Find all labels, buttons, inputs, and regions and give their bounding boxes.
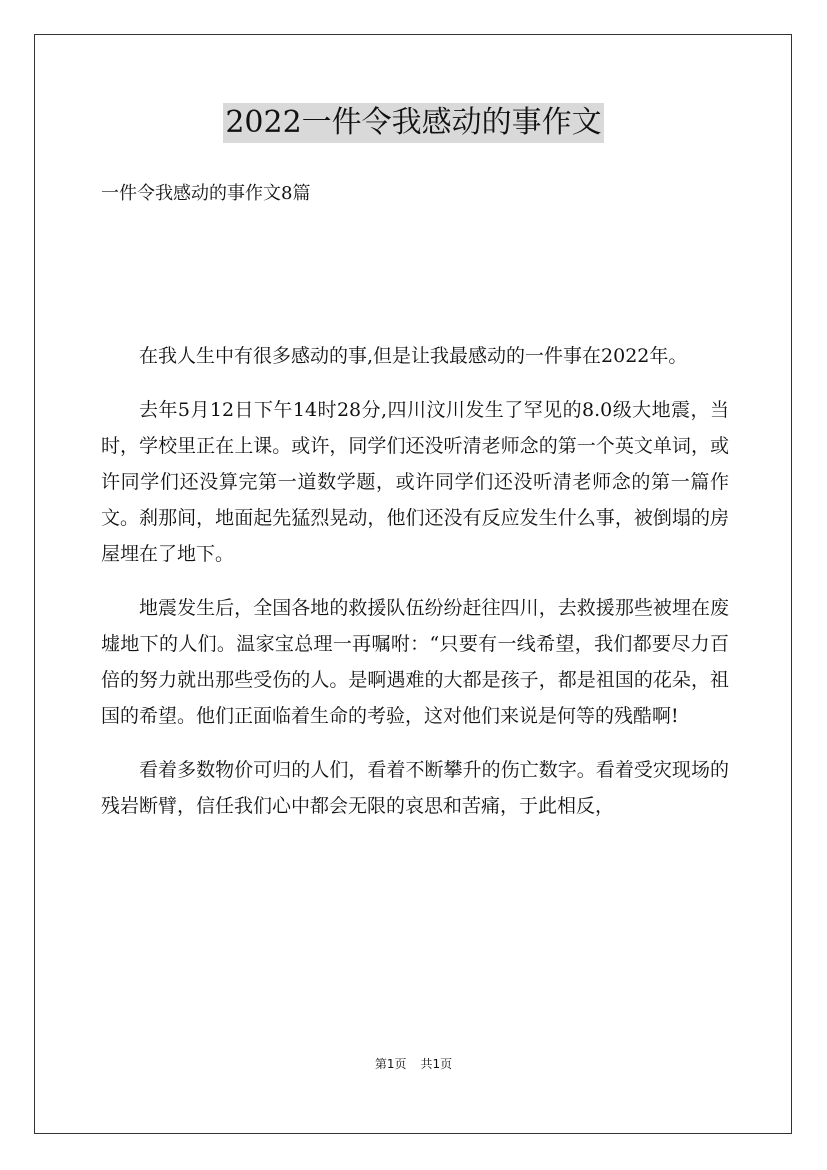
paragraph-1: 在我人生中有很多感动的事,但是让我最感动的一件事在2022年。: [139, 345, 688, 367]
page-footer: [0, 1056, 827, 1072]
document-body: [101, 338, 729, 842]
paragraph-2: 去年5月12日下午14时28分,四川汶川发生了罕见的8.0级大地震，当时，学校里正在上课。或许，同学们还没听清老师念的第一个英文单词，或许同学们还没算完第一道数学题，或许同学们还没听清老师念的第一篇作文。刹那间，地面起先猛烈晃动，他们还没有反应发生什么事，被倒塌的房屋埋在了地下。: [101, 399, 729, 565]
document-subtitle: 一件令我感动的事作文8篇: [101, 183, 311, 204]
page-number: 第1页: [374, 1057, 407, 1071]
paragraph-4: 看着多数物价可归的人们，看着不断攀升的伤亡数字。看着受灾现场的残岩断臂，信任我们心中都会无限的哀思和苦痛，于此相反，: [101, 759, 729, 817]
title-container: [0, 103, 827, 143]
paragraph-3: 地震发生后，全国各地的救援队伍纷纷赶往四川，去救援那些被埋在废墟地下的人们。温家宝总理一再嘱咐：“只要有一线希望，我们都要尽力百倍的努力就出那些受伤的人。是啊遇难的大都是孩子，都是祖国的花朵，祖国的希望。他们正面临着生命的考验，这对他们来说是何等的残酷啊!: [101, 597, 729, 727]
page-total: 共1页: [420, 1057, 453, 1071]
document-title: 2022一件令我感动的事作文: [223, 103, 603, 143]
